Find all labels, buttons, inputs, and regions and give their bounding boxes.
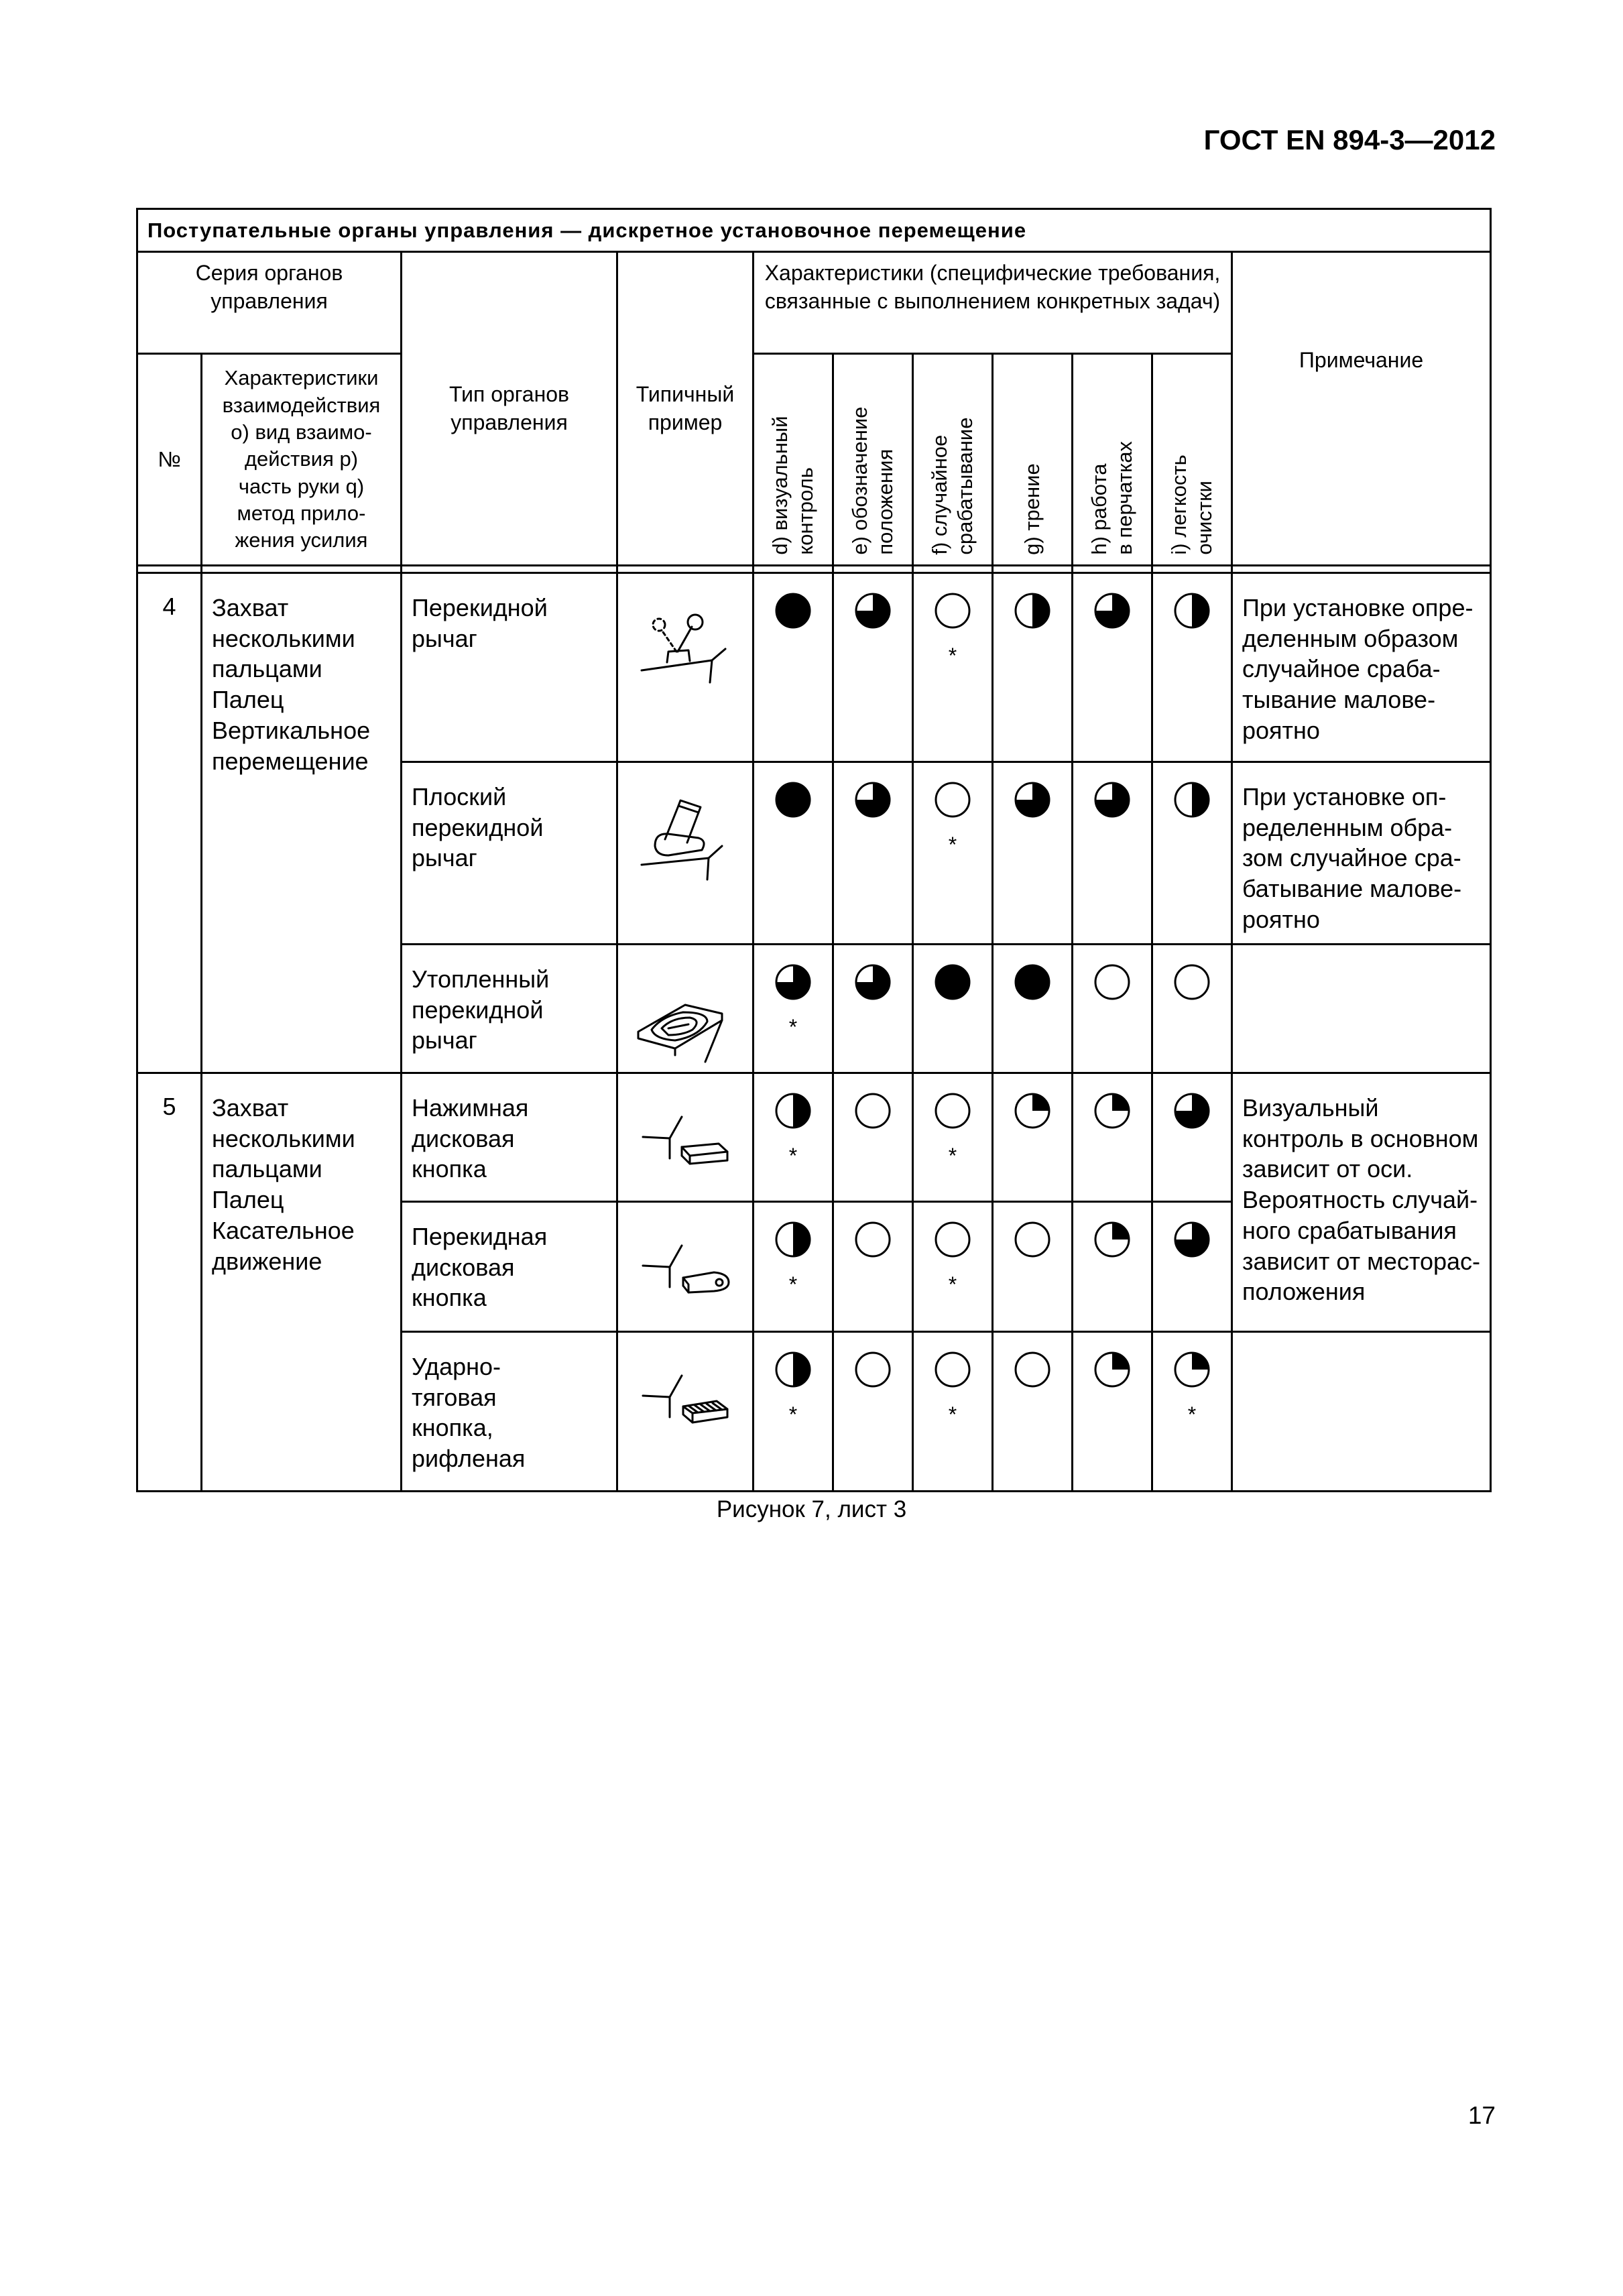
control-type <box>402 945 617 1073</box>
rating-cell <box>754 573 833 762</box>
asterisk-mark: * <box>948 1144 957 1168</box>
rating-cell <box>833 945 913 1073</box>
rating-0-quarters-icon <box>1013 1350 1052 1389</box>
rating-cell <box>754 1202 833 1332</box>
group-number: 5 <box>137 1073 202 1492</box>
rating-0-quarters-icon <box>933 1350 972 1389</box>
rating-0-quarters-icon <box>853 1220 892 1259</box>
rating-3-quarters-icon <box>853 591 892 630</box>
row-note-line-1: деленным образом <box>1242 624 1459 652</box>
control-type <box>402 1332 617 1492</box>
rating-4-quarters-icon <box>774 591 813 630</box>
rating-1-quarters-icon <box>1173 1350 1211 1389</box>
document-code: ГОСТ EN 894-3—2012 <box>1203 124 1496 156</box>
control-type <box>402 762 617 945</box>
page-number: 17 <box>1467 2102 1496 2129</box>
rating-cell <box>833 1202 913 1332</box>
header-col-1-line-1: положения <box>873 449 897 555</box>
rating-cell <box>913 1202 993 1332</box>
rating-3-quarters-icon <box>1173 1220 1211 1259</box>
header-col-2-line-0: f) случайное <box>928 435 951 555</box>
group-note-line-2: зависит от оси. <box>1242 1155 1413 1183</box>
row-note <box>1232 945 1491 1073</box>
rating-4-quarters-icon <box>774 780 813 819</box>
row-note-line-4: роятно <box>1242 716 1320 744</box>
header-interaction-line-2: о) вид взаимо- <box>231 420 372 444</box>
header-col-2-line-1: срабатывание <box>953 417 977 555</box>
control-type-line-1: тяговая <box>412 1383 497 1411</box>
rating-0-quarters-icon <box>853 1091 892 1130</box>
row-note <box>1232 573 1491 762</box>
group-interaction-line-2: пальцами <box>212 655 322 683</box>
rating-cell <box>913 1332 993 1492</box>
asterisk-mark: * <box>788 1272 798 1296</box>
group-interaction-line-0: Захват <box>212 594 289 621</box>
header-col-3-text <box>1020 463 1045 555</box>
rating-0-quarters-icon <box>933 780 972 819</box>
asterisk-mark: * <box>1187 1402 1197 1427</box>
rating-0-quarters-icon <box>933 1220 972 1259</box>
figure-caption: Рисунок 7, лист 3 <box>716 1496 907 1522</box>
control-type-line-0: Ударно- <box>412 1353 501 1380</box>
rating-cell <box>833 762 913 945</box>
rating-cell <box>833 1073 913 1202</box>
header-series: Серия органов управления <box>137 252 402 354</box>
header-interaction-line-4: часть руки q) <box>238 474 365 498</box>
rating-cell <box>993 573 1073 762</box>
header-col-0-line-1: контроль <box>793 467 817 555</box>
asterisk-mark: * <box>948 644 957 668</box>
rating-cell <box>754 945 833 1073</box>
rating-cell <box>754 1073 833 1202</box>
rating-2-quarters-icon <box>1013 591 1052 630</box>
rating-cell <box>1152 1202 1232 1332</box>
header-characteristics: Характеристики (специфические требования, связанные с выполнением конкретных задач) <box>754 252 1232 354</box>
group-interaction-line-1: несколькими <box>212 1124 355 1152</box>
rating-cell <box>1073 1332 1152 1492</box>
rating-cell <box>1073 945 1152 1073</box>
typical-example <box>617 573 754 762</box>
control-type-line-2: кнопка <box>412 1155 487 1183</box>
rating-cell <box>913 1073 993 1202</box>
rating-3-quarters-icon <box>774 963 813 1002</box>
control-type-line-2: кнопка, <box>412 1414 493 1442</box>
control-type-line-2: рычаг <box>412 1026 477 1054</box>
header-example <box>617 252 754 566</box>
control-type-line-0: Плоский <box>412 783 507 810</box>
control-type <box>402 1202 617 1332</box>
rating-cell <box>1073 573 1152 762</box>
header-col-5-text <box>1166 455 1217 555</box>
control-type-line-0: Утопленный <box>412 965 550 993</box>
rating-cell <box>1073 1202 1152 1332</box>
typical-example <box>617 762 754 945</box>
row-note-line-4: роятно <box>1242 905 1320 933</box>
header-interaction-line-1: взаимодействия <box>222 393 381 417</box>
header-col-0-text <box>768 416 819 555</box>
header-col-5-line-0: i) легкость <box>1167 455 1191 555</box>
rating-2-quarters-icon <box>1173 591 1211 630</box>
group-note <box>1232 1073 1491 1332</box>
header-interaction <box>202 354 402 566</box>
header-note: Примечание <box>1232 252 1491 566</box>
group-interaction-line-3: Палец <box>212 686 284 714</box>
control-type-line-2: кнопка <box>412 1284 487 1312</box>
table-row <box>137 1073 1491 1202</box>
rating-3-quarters-icon <box>853 963 892 1002</box>
control-type-line-1: рычаг <box>412 624 477 652</box>
asterisk-mark: * <box>948 833 957 857</box>
group-interaction-line-4: Вертикальное <box>212 716 371 744</box>
row-note-line-3: батывание малове- <box>1242 875 1462 903</box>
rating-cell <box>1152 945 1232 1073</box>
header-example-line-1: пример <box>648 410 723 434</box>
header-interaction-line-0: Характеристики <box>224 366 379 390</box>
rating-1-quarters-icon <box>1093 1350 1132 1389</box>
rating-cell <box>754 1332 833 1492</box>
asterisk-mark: * <box>788 1402 798 1427</box>
header-col-4-line-1: в перчатках <box>1112 441 1136 555</box>
header-col-5-line-1: очистки <box>1192 481 1216 555</box>
typical-example <box>617 1073 754 1202</box>
header-col-2 <box>913 354 993 566</box>
header-col-5 <box>1152 354 1232 566</box>
header-col-3-line-0: g) трение <box>1020 463 1044 555</box>
header-no: № <box>137 354 202 566</box>
header-col-2-text <box>927 418 978 555</box>
rating-cell <box>1073 1073 1152 1202</box>
group-note-line-6: положения <box>1242 1278 1366 1306</box>
control-type-line-0: Перекидной <box>412 594 548 621</box>
rating-cell <box>754 762 833 945</box>
typical-example <box>617 1202 754 1332</box>
rating-2-quarters-icon <box>774 1220 813 1259</box>
header-col-1 <box>833 354 913 566</box>
rating-0-quarters-icon <box>933 591 972 630</box>
group-interaction <box>202 573 402 1073</box>
push-pull-ribbed-button-icon <box>628 1355 742 1456</box>
rating-cell <box>1152 762 1232 945</box>
header-col-3 <box>993 354 1073 566</box>
group-interaction-line-1: несколькими <box>212 624 355 652</box>
rating-cell <box>913 762 993 945</box>
control-type-line-0: Нажимная <box>412 1094 529 1122</box>
rating-1-quarters-icon <box>1093 1091 1132 1130</box>
rating-0-quarters-icon <box>853 1350 892 1389</box>
rating-cell <box>993 1073 1073 1202</box>
rating-2-quarters-icon <box>774 1091 813 1130</box>
rating-cell <box>993 1332 1073 1492</box>
rating-3-quarters-icon <box>1013 780 1052 819</box>
control-type-line-3: рифленая <box>412 1445 526 1473</box>
control-type-line-1: перекидной <box>412 995 544 1024</box>
rating-0-quarters-icon <box>933 1091 972 1130</box>
table-row <box>137 573 1491 762</box>
rating-cell <box>1152 1073 1232 1202</box>
row-note <box>1232 1332 1491 1492</box>
header-interaction-line-5: метод прило- <box>237 501 366 525</box>
asterisk-mark: * <box>948 1272 957 1296</box>
row-note-line-0: При установке оп- <box>1242 783 1447 810</box>
header-col-4 <box>1073 354 1152 566</box>
group-note-line-1: контроль в основном <box>1242 1124 1479 1152</box>
rating-4-quarters-icon <box>933 963 972 1002</box>
header-type-line-1: управления <box>450 410 568 434</box>
header-col-0-line-0: d) визуальный <box>768 416 792 555</box>
rating-3-quarters-icon <box>1093 780 1132 819</box>
header-col-0 <box>754 354 833 566</box>
header-col-1-text <box>847 407 898 555</box>
asterisk-mark: * <box>788 1144 798 1168</box>
rating-cell <box>993 945 1073 1073</box>
header-col-4-line-0: h) работа <box>1087 463 1111 555</box>
rating-cell <box>833 573 913 762</box>
rating-1-quarters-icon <box>1013 1091 1052 1130</box>
group-note-line-0: Визуальный <box>1242 1094 1379 1122</box>
group-interaction-line-3: Палец <box>212 1186 284 1214</box>
group-interaction <box>202 1073 402 1492</box>
row-note-line-0: При установке опре- <box>1242 594 1474 621</box>
group-interaction-line-5: движение <box>212 1247 322 1275</box>
typical-example <box>617 945 754 1073</box>
control-type-line-1: дисковая <box>412 1253 515 1281</box>
row-note-line-3: тывание малове- <box>1242 686 1436 714</box>
control-type-line-2: рычаг <box>412 844 477 872</box>
rating-cell <box>1152 573 1232 762</box>
rating-4-quarters-icon <box>1013 963 1052 1002</box>
rating-cell <box>993 762 1073 945</box>
asterisk-mark: * <box>788 1015 798 1039</box>
control-type-line-1: дисковая <box>412 1124 515 1152</box>
rating-0-quarters-icon <box>1173 963 1211 1002</box>
group-note-line-4: ного срабатывания <box>1242 1216 1457 1244</box>
rating-cell <box>1073 762 1152 945</box>
rating-3-quarters-icon <box>1173 1091 1211 1130</box>
flat-toggle-lever-icon <box>628 786 742 886</box>
control-type-line-0: Перекидная <box>412 1223 548 1250</box>
rating-cell <box>913 945 993 1073</box>
asterisk-mark: * <box>948 1402 957 1427</box>
row-note <box>1232 762 1491 945</box>
group-interaction-line-0: Захват <box>212 1094 289 1122</box>
control-type-line-1: перекидной <box>412 813 544 841</box>
toggle-lever-icon <box>628 597 742 697</box>
controls-table <box>136 208 1492 1492</box>
rating-2-quarters-icon <box>1173 780 1211 819</box>
group-interaction-line-2: пальцами <box>212 1155 322 1183</box>
rating-cell <box>833 1332 913 1492</box>
header-col-1-line-0: е) обозначение <box>848 406 871 555</box>
group-interaction-line-4: Касательное <box>212 1216 355 1244</box>
header-interaction-line-3: действия р) <box>244 447 359 471</box>
group-interaction-line-5: перемещение <box>212 747 369 775</box>
rating-1-quarters-icon <box>1093 1220 1132 1259</box>
rating-cell <box>1152 1332 1232 1492</box>
rating-0-quarters-icon <box>1093 963 1132 1002</box>
row-note-line-2: случайное сраба- <box>1242 655 1441 683</box>
recessed-toggle-lever-icon <box>628 968 742 1069</box>
toggle-disc-button-icon <box>628 1225 742 1326</box>
rating-3-quarters-icon <box>1093 591 1132 630</box>
header-type-line-0: Тип органов <box>448 381 570 406</box>
group-note-line-5: зависит от месторас- <box>1242 1247 1480 1275</box>
push-disc-button-icon <box>628 1097 742 1197</box>
group-note-line-3: Вероятность случай- <box>1242 1186 1478 1214</box>
rating-cell <box>913 573 993 762</box>
row-note-line-2: зом случайное сра- <box>1242 844 1461 872</box>
table-title: Поступательные органы управления — дискретное установочное перемещение <box>137 209 1491 252</box>
rating-3-quarters-icon <box>853 780 892 819</box>
row-note-line-1: ределенным обра- <box>1242 813 1453 841</box>
header-example-line-0: Типичный <box>636 381 735 406</box>
header-interaction-line-6: жения усилия <box>235 528 368 552</box>
header-col-4-text <box>1087 441 1138 555</box>
control-type <box>402 573 617 762</box>
header-type <box>402 252 617 566</box>
rating-0-quarters-icon <box>1013 1220 1052 1259</box>
typical-example <box>617 1332 754 1492</box>
control-type <box>402 1073 617 1202</box>
rating-cell <box>993 1202 1073 1332</box>
rating-2-quarters-icon <box>774 1350 813 1389</box>
group-number: 4 <box>137 573 202 1073</box>
